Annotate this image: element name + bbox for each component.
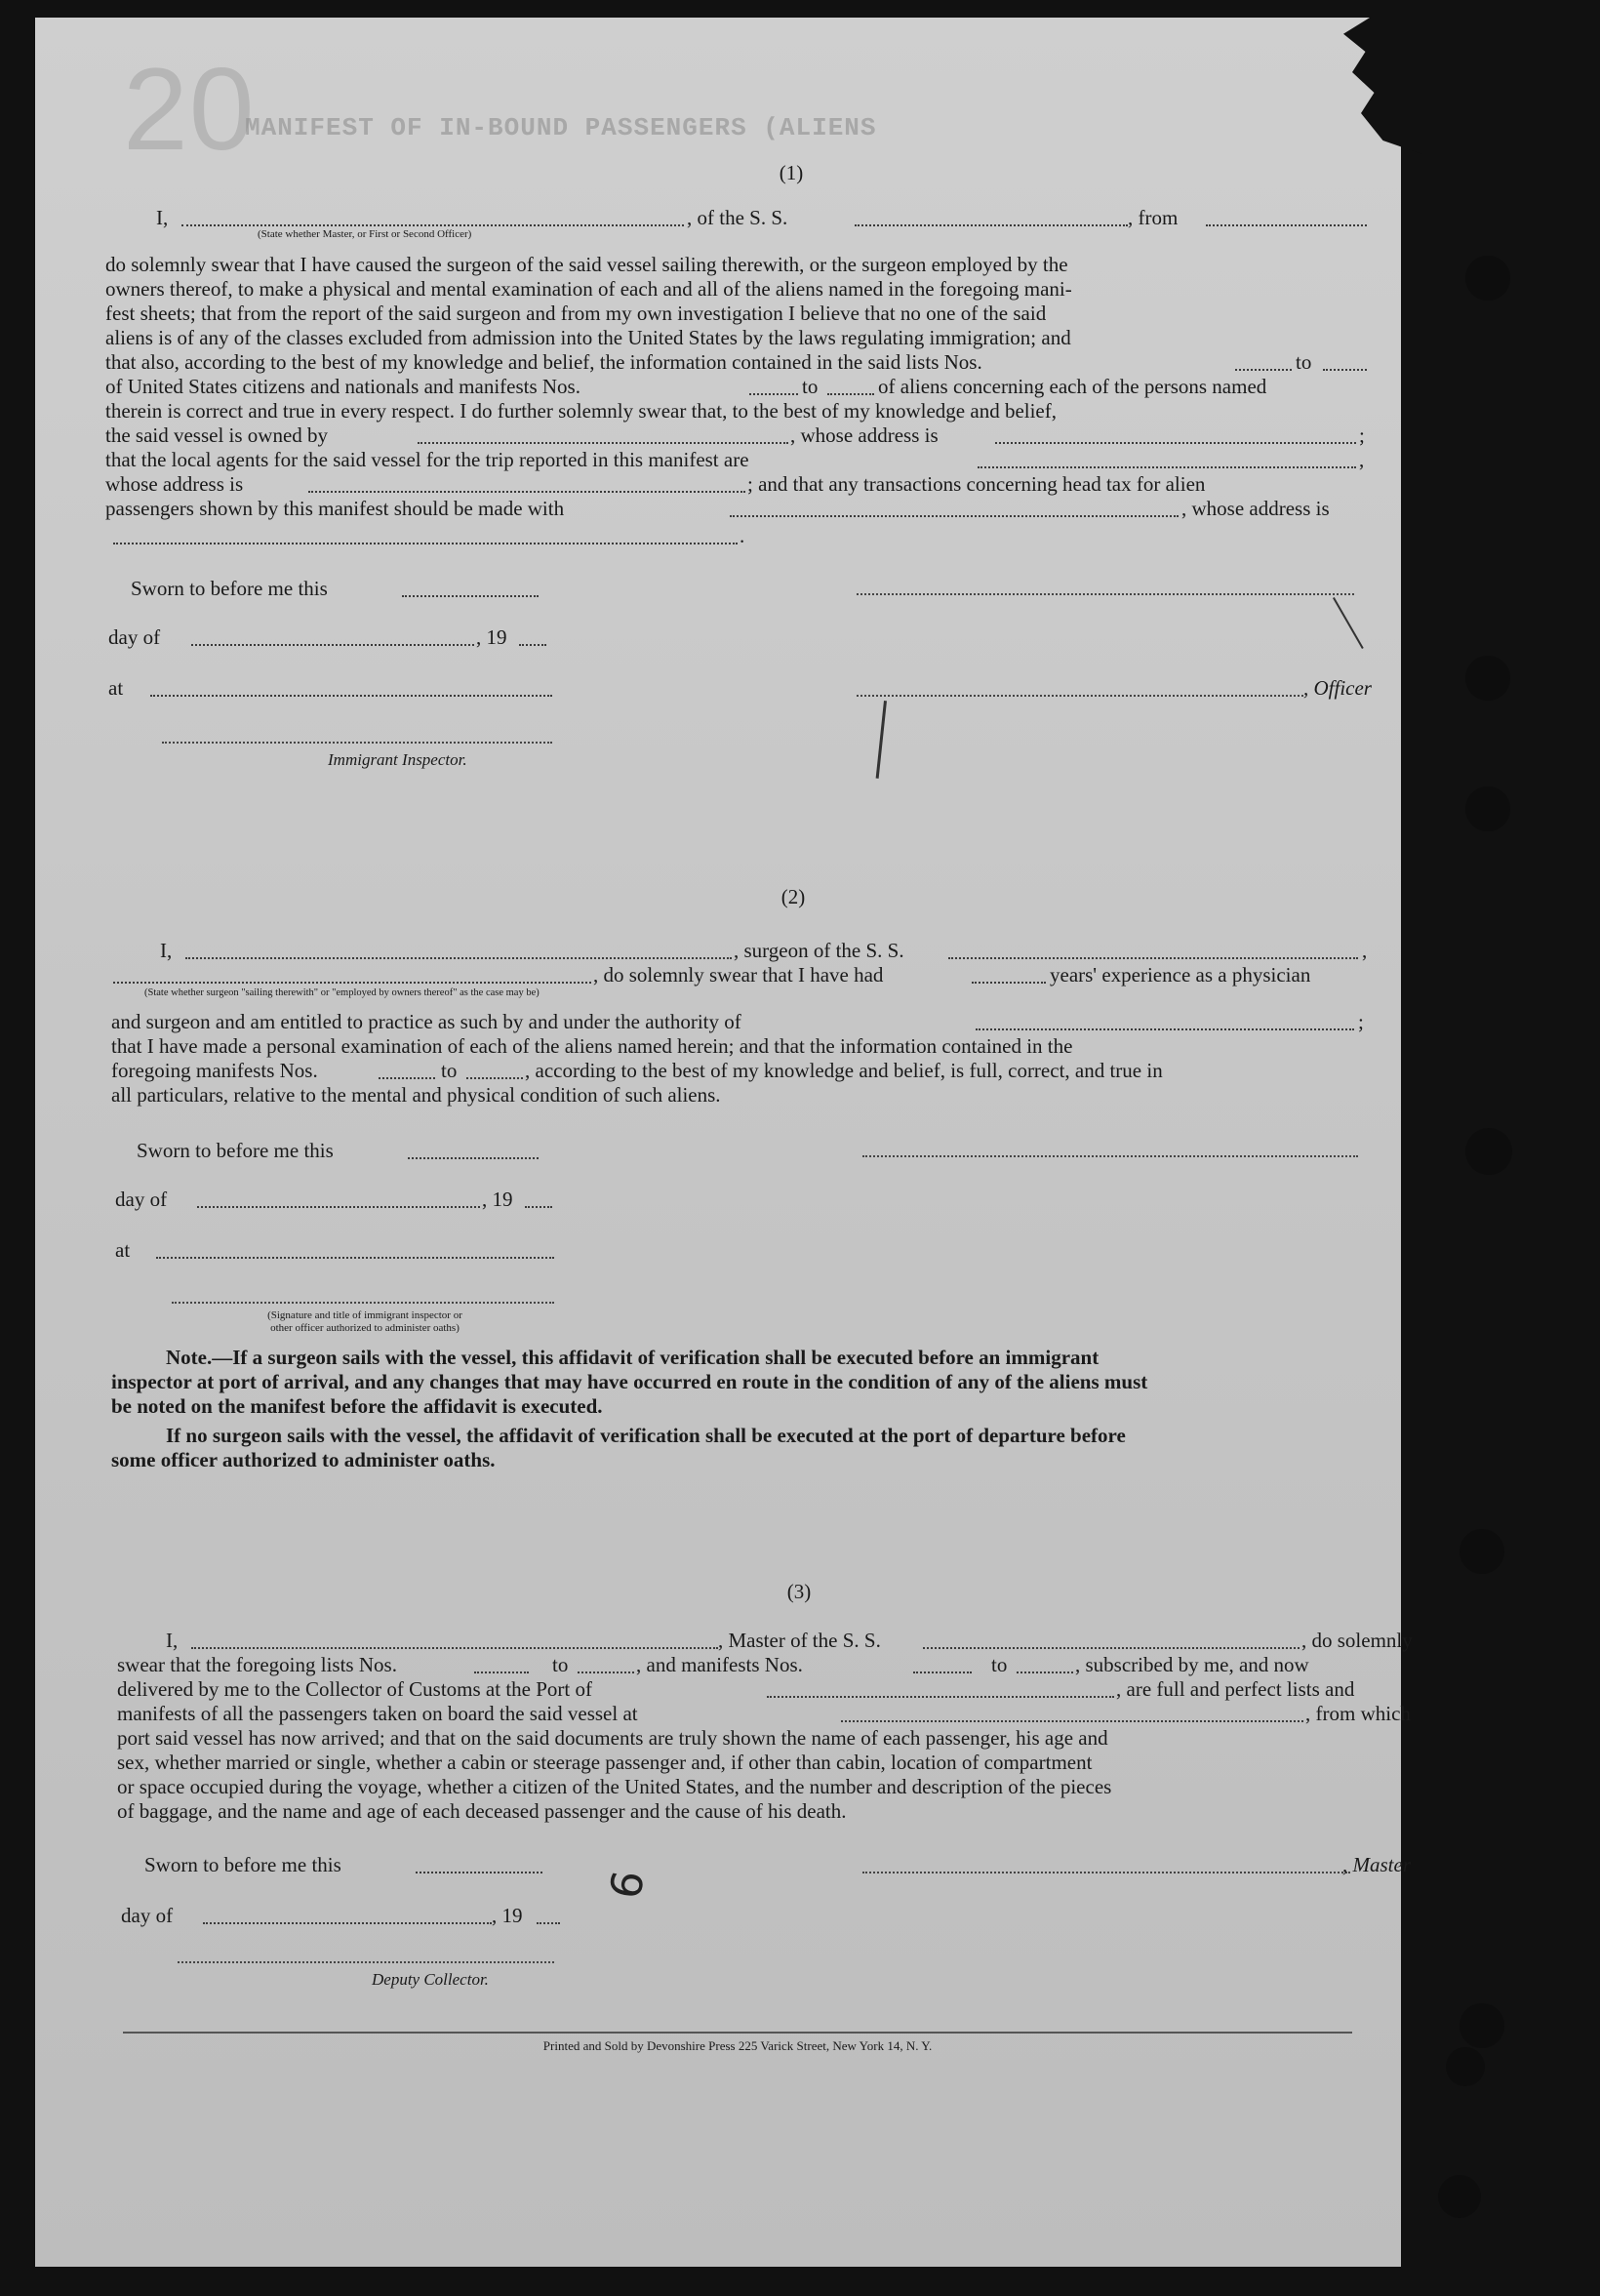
s1-sworn-field[interactable] (402, 595, 539, 597)
s3-sworn-field[interactable] (416, 1872, 542, 1873)
s2-authority-field[interactable] (976, 1028, 1354, 1030)
binder-hole (1465, 1128, 1512, 1175)
s1-headtax-address-field[interactable] (113, 543, 738, 544)
s1-line-4: fest sheets; that from the report of the said surgeon and from my own investigation I believe that no one of the said (105, 302, 1047, 325)
s3-line-5: port said vessel has now arrived; and that on the said documents are truly shown the name of each passenger, his age and (117, 1726, 1108, 1750)
s2-surgeon-name-field[interactable] (185, 957, 732, 959)
s1-of-ss: , of the S. S. (687, 206, 788, 229)
s2-note-line-3: be noted on the manifest before the affidavit is executed. (111, 1394, 603, 1418)
s3-master-name-field[interactable] (191, 1647, 718, 1649)
s1-inspector-label: Immigrant Inspector. (328, 750, 467, 769)
s3-line-2c: , and manifests Nos. (636, 1653, 803, 1676)
s3-port-field[interactable] (767, 1696, 1114, 1698)
s1-owner-field[interactable] (418, 442, 788, 444)
s1-line-9c: ; (1359, 423, 1365, 447)
s1-place-field[interactable] (150, 695, 552, 697)
s3-day-field[interactable] (203, 1922, 492, 1924)
s1-line-9b: , whose address is (790, 423, 939, 447)
s3-line-4a: manifests of all the passengers taken on board the said vessel at (117, 1702, 638, 1725)
s1-line-9a: the said vessel is owned by (105, 423, 329, 447)
s1-line-10a: that the local agents for the said vessel for the trip reported in this manifest are (105, 448, 749, 471)
s1-line-5: aliens is of any of the classes excluded from admission into the United States by the laws regulating immigration; and (105, 326, 1071, 349)
s2-sworn-field[interactable] (408, 1157, 539, 1159)
s2-line-3a: and surgeon and am entitled to practice as such by and under the authority of (111, 1010, 741, 1033)
binder-hole (1438, 2175, 1481, 2218)
s3-manifests-from-field[interactable] (913, 1672, 972, 1673)
s3-line-3b: , are full and perfect lists and (1116, 1677, 1355, 1701)
s2-ship-field[interactable] (948, 957, 1358, 959)
s2-manifests-to-field[interactable] (466, 1077, 523, 1079)
s1-line-11a: whose address is (105, 472, 244, 496)
s1-sworn: Sworn to before me this (131, 577, 328, 600)
s1-manifests-from-field[interactable] (749, 393, 798, 395)
s1-line-7a: of United States citizens and nationals and manifests Nos. (105, 375, 580, 398)
s2-year-field[interactable] (525, 1206, 552, 1208)
s3-day-of: day of (121, 1904, 174, 1927)
s2-nineteen: , 19 (482, 1188, 513, 1211)
s1-officer-title-line[interactable] (857, 695, 1303, 697)
s1-line-10b: , (1359, 448, 1365, 471)
s2-place-field[interactable] (156, 1257, 554, 1259)
s3-line-6: sex, whether married or single, whether a cabin or steerage passenger and, if other than cabin, location of compartment (117, 1751, 1093, 1774)
section-1-label: (1) (779, 161, 804, 184)
s2-line-2b: years' experience as a physician (1050, 963, 1311, 987)
binder-hole (1465, 786, 1510, 831)
s3-master-of-ss: , Master of the S. S. (718, 1629, 881, 1652)
s3-line-2e: , subscribed by me, and now (1075, 1653, 1309, 1676)
ghost-stamp: 20 (123, 44, 256, 175)
s3-line-2b: to (552, 1653, 569, 1676)
s1-line-6b: to (1296, 350, 1312, 374)
s1-lists-to-field[interactable] (1323, 369, 1367, 371)
s3-deputy-label: Deputy Collector. (372, 1970, 489, 1989)
s2-line-5a: foregoing manifests Nos. (111, 1059, 318, 1082)
s3-ship-field[interactable] (923, 1647, 1300, 1649)
s1-nineteen: , 19 (476, 625, 507, 649)
s1-i: I, (156, 206, 169, 229)
s2-line-4: that I have made a personal examination of each of the aliens named herein; and that the information contained in the (111, 1034, 1073, 1058)
s3-embark-port-field[interactable] (841, 1720, 1303, 1722)
s2-line-3b: ; (1358, 1010, 1364, 1033)
s2-line-6: all particulars, relative to the mental and physical condition of such aliens. (111, 1083, 721, 1107)
s2-sig-caption-1: (Signature and title of immigrant inspector or (267, 1309, 462, 1321)
binder-hole (1460, 1529, 1504, 1574)
manifest-page (35, 18, 1413, 2267)
s3-line-8: of baggage, and the name and age of each deceased passenger and the cause of his death. (117, 1799, 847, 1823)
s1-officer-field[interactable] (181, 224, 684, 226)
pencil-mark (1333, 597, 1364, 649)
s1-headtax-field[interactable] (730, 515, 1179, 517)
s2-comma: , (1362, 939, 1368, 962)
s1-line-2: do solemnly swear that I have caused the surgeon of the said vessel sailing therewith, or the surgeon employed by the (105, 253, 1068, 276)
s1-manifests-to-field[interactable] (827, 393, 874, 395)
s2-inspector-signature-line[interactable] (172, 1302, 554, 1304)
s1-line-12a: passengers shown by this manifest should be made with (105, 497, 565, 520)
footer-rule (123, 2032, 1352, 2034)
s1-from: , from (1128, 206, 1179, 229)
s2-at: at (115, 1238, 131, 1262)
s1-day-field[interactable] (191, 644, 474, 646)
s1-owner-address-field[interactable] (995, 442, 1356, 444)
s3-line-2a: swear that the foregoing lists Nos. (117, 1653, 397, 1676)
s1-line-3: owners thereof, to make a physical and mental examination of each and all of the aliens named in the foregoing mani- (105, 277, 1072, 301)
s3-line-2d: to (991, 1653, 1008, 1676)
s3-master-signature-line[interactable] (862, 1872, 1350, 1873)
s2-line-5b: to (441, 1059, 458, 1082)
s1-year-field[interactable] (519, 644, 546, 646)
section-3-label: (3) (786, 1580, 812, 1603)
s2-years-field[interactable] (972, 982, 1046, 984)
s3-i: I, (166, 1629, 179, 1652)
s1-line-13: . (740, 524, 745, 547)
printer-imprint: Printed and Sold by Devonshire Press 225 Varick Street, New York 14, N. Y. (542, 2038, 933, 2053)
s3-nineteen: , 19 (492, 1904, 523, 1927)
s1-line-7c: of aliens concerning each of the persons named (878, 375, 1267, 398)
s2-i: I, (160, 939, 173, 962)
s1-agents-address-field[interactable] (308, 491, 745, 493)
ghost-title: MANIFEST OF IN-BOUND PASSENGERS (ALIENS (245, 113, 877, 142)
s3-master-label: , Master (1342, 1853, 1411, 1876)
s1-agents-field[interactable] (978, 466, 1356, 468)
s3-manifests-to-field[interactable] (1017, 1672, 1073, 1673)
binder-hole (1446, 2047, 1485, 2086)
s3-lists-to-field[interactable] (578, 1672, 634, 1673)
s2-day-of: day of (115, 1188, 168, 1211)
s1-line-8: therein is correct and true in every respect. I do further solemnly swear that, to the best of my knowledge and belief, (105, 399, 1057, 423)
s2-note-line-1: Note.—If a surgeon sails with the vessel, this affidavit of verification shall be executed before an immigrant (166, 1346, 1100, 1369)
pencil-mark (876, 701, 887, 779)
s2-day-field[interactable] (197, 1206, 480, 1208)
s3-sworn: Sworn to before me this (144, 1853, 341, 1876)
s1-from-field[interactable] (1206, 224, 1367, 226)
binder-hole (1465, 656, 1510, 701)
s3-lists-from-field[interactable] (474, 1672, 529, 1673)
s2-sig-caption-2: other officer authorized to administer oaths) (270, 1322, 460, 1334)
s1-officer-label: , Officer (1303, 676, 1372, 700)
s3-line-7: or space occupied during the voyage, whether a citizen of the United States, and the number and description of the pieces (117, 1775, 1112, 1798)
s1-caption: (State whether Master, or First or Second Officer) (258, 228, 472, 240)
s3-line-4b: , from which (1305, 1702, 1411, 1725)
binder-hole (1460, 2003, 1504, 2048)
s2-surgeon-of-ss: , surgeon of the S. S. (734, 939, 904, 962)
s2-line-5c: , according to the best of my knowledge and belief, is full, correct, and true in (525, 1059, 1163, 1082)
pencil-numeral: 9 (597, 1866, 653, 1903)
s2-surgeon-signature-line[interactable] (862, 1155, 1358, 1157)
s2-caption: (State whether surgeon "sailing therewith" or "employed by owners thereof" as the case may be) (144, 987, 540, 998)
binder-hole (1465, 256, 1510, 301)
s2-note-line-5: some officer authorized to administer oaths. (111, 1448, 496, 1471)
s3-collector-signature-line[interactable] (178, 1961, 554, 1963)
s2-manifests-from-field[interactable] (379, 1077, 435, 1079)
section-2-label: (2) (780, 885, 806, 908)
s1-lists-from-field[interactable] (1235, 369, 1292, 371)
s2-line-2a: , do solemnly swear that I have had (593, 963, 884, 987)
s1-line-7b: to (802, 375, 819, 398)
s1-officer-signature-line[interactable] (857, 593, 1354, 595)
s3-year-field[interactable] (537, 1922, 560, 1924)
s1-day-of: day of (108, 625, 161, 649)
s3-line-3a: delivered by me to the Collector of Customs at the Port of (117, 1677, 592, 1701)
s1-line-12b: , whose address is (1181, 497, 1330, 520)
s2-surgeon-type-field[interactable] (113, 982, 591, 984)
s1-inspector-signature-line[interactable] (162, 742, 552, 744)
s2-sworn: Sworn to before me this (137, 1139, 334, 1162)
s3-do-solemnly: , do solemnly (1301, 1629, 1413, 1652)
s1-at: at (108, 676, 124, 700)
s2-note-line-2: inspector at port of arrival, and any changes that may have occurred en route in the condition of any of the aliens must (111, 1370, 1148, 1393)
s2-note-line-4: If no surgeon sails with the vessel, the affidavit of verification shall be executed at the port of departure before (166, 1424, 1126, 1447)
s1-line-6a: that also, according to the best of my knowledge and belief, the information contained in the said lists Nos. (105, 350, 982, 374)
s1-ship-field[interactable] (855, 224, 1128, 226)
s1-line-11b: ; and that any transactions concerning head tax for alien (747, 472, 1206, 496)
